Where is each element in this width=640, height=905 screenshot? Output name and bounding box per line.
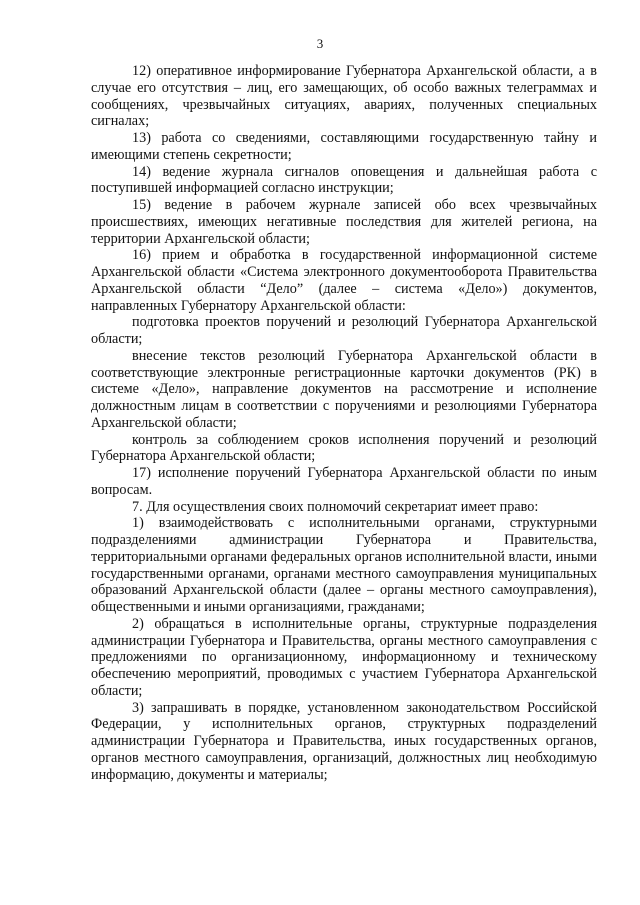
paragraph-subitem-deadline-control: контроль за соблюдением сроков исполнения поручений и резолюций Губернатора Архангельской области; [91, 431, 597, 465]
paragraph-subitem-resolution-entry: внесение текстов резолюций Губернатора Архангельской области в соответствующие электронные регистрационные карточки документов (РК) в системе «Дело», направление документов на рассмотрение и исполнение должностным лицам в соответствии с поручениями и резолюциями Губернатора Архангельской области; [91, 347, 597, 431]
paragraph-item-13: 13) работа со сведениями, составляющими государственную тайну и имеющими степень секретности; [91, 130, 597, 163]
paragraph-item-15: 15) ведение в рабочем журнале записей обо всех чрезвычайных происшествиях, имеющих негативные последствия для жителей региона, на территории Архангельской области; [91, 197, 597, 247]
paragraph-item-16: 16) прием и обработка в государственной информационной системе Архангельской области «Система электронного документооборота Правительства Архангельской области “Дело” (далее – система «Дело») документов, направленных Губернатору Архангельской области: [91, 247, 597, 314]
paragraph-right-1: 1) взаимодействовать с исполнительными органами, структурными подразделениями администрации Губернатора и Правительства, территориальными органами федеральных органов исполнительной власти, иными государственными органами, органами местного самоуправления муниципальных образований Архангельской области (далее – органы местного самоуправления), общественными и иными организациями, гражданами; [91, 515, 597, 615]
paragraph-item-17: 17) исполнение поручений Губернатора Архангельской области по иным вопросам. [91, 465, 597, 498]
paragraph-right-3: 3) запрашивать в порядке, установленном законодательством Российской Федерации, у исполнительных органов, структурных подразделений администрации Губернатора и Правительства, иных государственных органов, органов местного самоуправления, организаций, должностных лиц необходимую информацию, документы и материалы; [91, 699, 597, 783]
page-number: 3 [316, 36, 324, 51]
paragraph-item-12: 12) оперативное информирование Губернатора Архангельской области, а в случае его отсутствия – лиц, его замещающих, об особо важных телеграммах и сообщениях, чрезвычайных ситуациях, авариях, полученных специальных сигналах; [91, 63, 597, 130]
paragraph-right-2: 2) обращаться в исполнительные органы, структурные подразделения администрации Губернатора и Правительства, органы местного самоуправления с предложениями по организационному, информационному и техническому обеспечению мероприятий, проводимых с участием Губернатора Архангельской области; [91, 615, 597, 699]
paragraph-section-7: 7. Для осуществления своих полномочий секретариат имеет право: [132, 498, 539, 515]
paragraph-item-14: 14) ведение журнала сигналов оповещения и дальнейшая работа с поступившей информацией согласно инструкции; [91, 163, 597, 197]
document-body [91, 63, 597, 783]
paragraph-subitem-draft-orders: подготовка проектов поручений и резолюций Губернатора Архангельской области; [91, 314, 597, 347]
